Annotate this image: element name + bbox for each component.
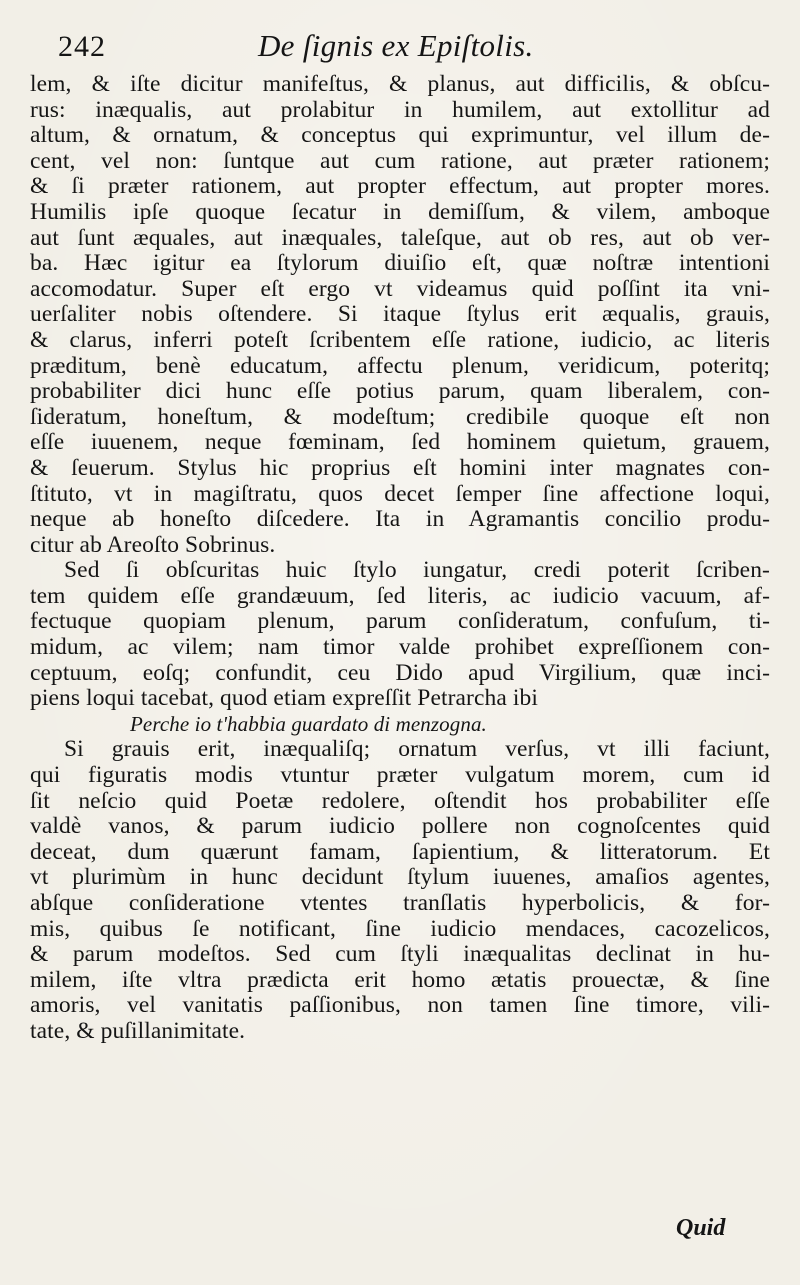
text-line: milem, iſte vltra prædicta erit homo ætatis prouectæ, & ſine [30, 966, 770, 993]
text-line: & clarus, inferri poteſt ſcribentem eſſe ratione, iudicio, ac literis [30, 326, 770, 353]
text-line: altum, & ornatum, & conceptus qui exprimuntur, vel illum de- [30, 122, 770, 149]
body-text [30, 72, 770, 1045]
text-line: uerſaliter nobis oſtendere. Si itaque ſtylus erit æqualis, grauis, [30, 301, 770, 328]
text-line: qui figuratis modis vtuntur præter vulgatum morem, cum id [30, 762, 770, 789]
text-line: deceat, dum quærunt famam, ſapientium, & litteratorum. Et [30, 838, 770, 865]
text-line: cent, vel non: ſuntque aut cum ratione, aut præter rationem; [30, 147, 770, 174]
text-line: mis, quibus ſe notificant, ſine iudicio mendaces, cacozelicos, [30, 915, 770, 942]
text-line: aut ſunt æquales, aut inæquales, taleſque, aut ob res, aut ob ver- [30, 224, 770, 251]
text-line: ſideratum, honeſtum, & modeſtum; credibile quoque eſt non [30, 403, 770, 430]
text-line: rus: inæqualis, aut prolabitur in humilem, aut extollitur ad [30, 96, 770, 123]
text-line: fectuque quopiam plenum, parum conſideratum, confuſum, ti- [30, 608, 770, 635]
text-line: & ſi præter rationem, aut propter effectum, aut propter mores. [30, 173, 770, 200]
page-number: 242 [58, 30, 106, 63]
text-line: Humilis ipſe quoque ſecatur in demiſſum, & vilem, amboque [30, 198, 770, 225]
text-line: præditum, benè educatum, affectu plenum, veridicum, poteritq; [30, 352, 770, 379]
paragraph-start-line: Si grauis erit, inæqualiſq; ornatum verſus, vt illi faciunt, [64, 736, 770, 763]
running-head: De ſignis ex Epiſtolis. [258, 28, 534, 63]
text-line: lem, & iſte dicitur manifeſtus, & planus, aut difficilis, & obſcu- [30, 71, 770, 97]
catchword: Quid [676, 1215, 726, 1241]
verse-quotation: Perche io t'habbia guardato di menzogna. [130, 711, 487, 736]
text-line: valdè vanos, & parum iudicio pollere non cognoſcentes quid [30, 813, 770, 840]
text-line: probabiliter dici hunc eſſe potius parum, quam liberalem, con- [30, 378, 770, 405]
text-line: ceptuum, eoſq; confundit, ceu Dido apud Virgilium, quæ inci- [30, 659, 770, 686]
text-line: vt plurimùm in hunc decidunt ſtylum iuuenes, amaſios agentes, [30, 864, 770, 891]
text-line: & parum modeſtos. Sed cum ſtyli inæqualitas declinat in hu- [30, 941, 770, 968]
text-line: ſtituto, vt in magiſtratu, quos decet ſemper ſine affectione loqui, [30, 480, 770, 507]
text-line: amoris, vel vanitatis paſſionibus, non tamen ſine timore, vili- [30, 992, 770, 1019]
text-line: tate, & puſillanimitate. [30, 1017, 246, 1044]
text-line: abſque conſideratione vtentes tranſlatis hyperbolicis, & for- [30, 890, 770, 916]
paragraph-start-line: Sed ſi obſcuritas huic ſtylo iungatur, credi poterit ſcriben- [64, 557, 770, 584]
text-line: midum, ac vilem; nam timor valde prohibet expreſſionem con- [30, 634, 770, 661]
text-line: neque ab honeſto diſcedere. Ita in Agramantis concilio produ- [30, 506, 770, 533]
text-line: ba. Hæc igitur ea ſtylorum diuiſio eſt, quæ noſtræ intentioni [30, 250, 770, 277]
text-line: piens loqui tacebat, quod etiam expreſſit Petrarcha ibi [30, 685, 538, 712]
text-line: tem quidem eſſe grandæuum, ſed literis, ac iudicio vacuum, af- [30, 582, 770, 609]
text-line: eſſe iuuenem, neque fœminam, ſed hominem quietum, grauem, [30, 429, 770, 456]
text-line: & ſeuerum. Stylus hic proprius eſt homini inter magnates con- [30, 454, 770, 481]
text-line: citur ab Areoſto Sobrinus. [30, 531, 276, 558]
text-line: accomodatur. Super eſt ergo vt videamus quid poſſint ita vni- [30, 275, 770, 302]
text-line: ſit neſcio quid Poetæ redolere, oſtendit hos probabiliter eſſe [30, 787, 770, 814]
